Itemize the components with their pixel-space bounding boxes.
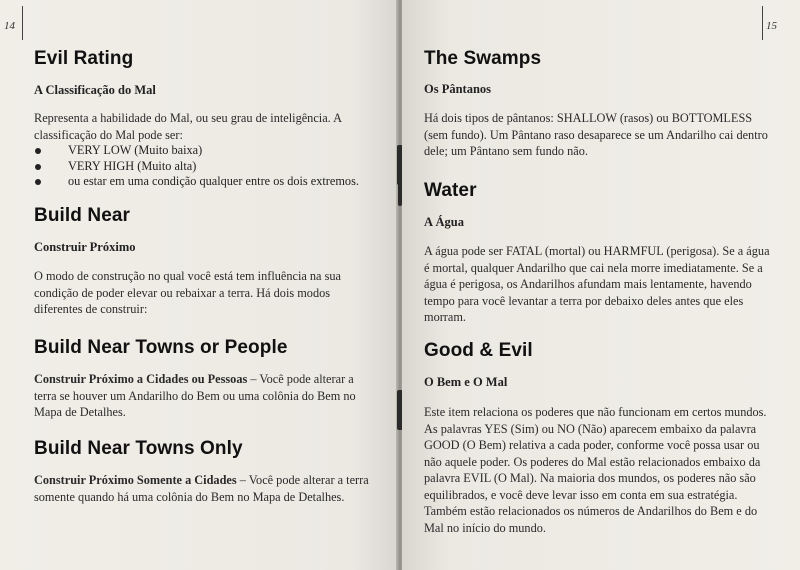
build-near-towns-only-body: – Você pode alterar a terra somente quando há uma colônia do Bem no Mapa de Detalhes. (34, 473, 369, 504)
evil-rating-title: Evil Rating (34, 48, 134, 69)
evil-rating-bullets (34, 143, 374, 190)
section-build-near (34, 205, 374, 318)
build-near-subtitle: Construir Próximo (34, 240, 136, 254)
build-near-towns-or-people-body: – Você pode alterar a terra se houver um Andarilho do Bem ou uma colônia do Bem no Mapa de Detalhes. (34, 372, 356, 419)
section-swamps (424, 48, 774, 160)
right-page (402, 0, 800, 570)
bullet-item: VERY LOW (Muito baixa) (34, 143, 374, 159)
section-good-evil (424, 340, 774, 536)
good-evil-title: Good & Evil (424, 340, 533, 361)
page-rule-left (22, 6, 23, 40)
page-rule-right (762, 6, 763, 40)
page-number-left: 14 (4, 20, 15, 32)
water-body: A água pode ser FATAL (mortal) ou HARMFUL (perigosa). Se a água é mortal, qualquer Andarilho que cai nela morre imediatamente. Se a água é perigosa, os Andarilhos afundam mais lentamente, havendo tempo para você levantar a terra por debaixo deles antes que eles morram. (424, 244, 770, 324)
good-evil-subtitle: O Bem e O Mal (424, 375, 508, 389)
bullet-item: VERY HIGH (Muito alta) (34, 159, 374, 175)
swamps-subtitle: Os Pântanos (424, 82, 492, 96)
swamps-body: Há dois tipos de pântanos: SHALLOW (rasos) ou BOTTOMLESS (sem fundo). Um Pântano raso desaparece se um Andarilho cai dentro dele; um Pântano sem fundo não. (424, 111, 768, 158)
build-near-towns-or-people-lead: Construir Próximo a Cidades ou Pessoas (34, 372, 248, 386)
build-near-body: O modo de construção no qual você está tem influência na sua condição de poder elevar ou rebaixar a terra. Há dois modos diferentes de construir: (34, 269, 341, 316)
build-near-towns-only-title: Build Near Towns Only (34, 438, 243, 459)
section-water (424, 180, 774, 326)
water-subtitle: A Água (424, 215, 464, 229)
build-near-towns-or-people-title: Build Near Towns or People (34, 337, 288, 358)
water-title: Water (424, 180, 477, 201)
section-build-near-towns-only (34, 438, 374, 505)
section-evil-rating (34, 48, 374, 190)
left-page (0, 0, 398, 570)
build-near-title: Build Near (34, 205, 131, 226)
evil-rating-body: Representa a habilidade do Mal, ou seu grau de inteligência. A classificação do Mal pode ser: (34, 111, 342, 142)
build-near-towns-only-text (34, 472, 374, 505)
good-evil-body: Este item relaciona os poderes que não funcionam em certos mundos. As palavras YES (Sim) ou NO (Não) aparecem embaixo da palavra GOOD (O Bem) relativa a cada poder, conforme você possa usar ou não aquele poder. Os poderes do Mal estão relacionados embaixo da palavra EVIL (O Mal). Na maioria dos mundos, os poderes não são equilibrados, e você deve levar isso em conta em sua estratégia. Também estão relacionados os números de Andarilhos do Bem e do Mal no início do mundo. (424, 405, 767, 535)
build-near-towns-or-people-text (34, 371, 374, 421)
bullet-item: ou estar em uma condição qualquer entre os dois extremos. (34, 174, 374, 190)
evil-rating-subtitle: A Classificação do Mal (34, 83, 156, 97)
swamps-title: The Swamps (424, 48, 542, 69)
page-number-right: 15 (766, 20, 777, 32)
build-near-towns-only-lead: Construir Próximo Somente a Cidades (34, 473, 237, 487)
section-build-near-towns-or-people (34, 337, 374, 421)
